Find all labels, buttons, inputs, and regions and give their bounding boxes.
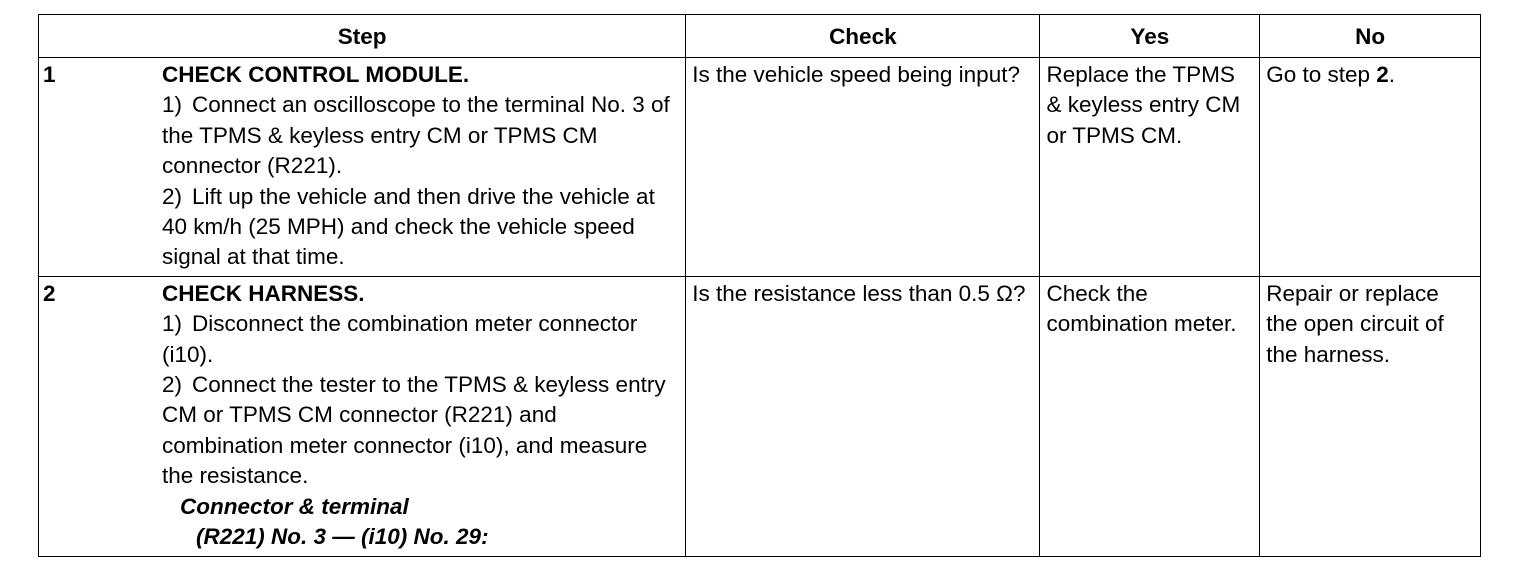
- step-instruction: [162, 309, 679, 370]
- header-step: Step: [39, 15, 686, 58]
- step-title: CHECK CONTROL MODULE.: [162, 62, 470, 87]
- yes-cell: [1040, 276, 1260, 556]
- no-cell: [1260, 276, 1481, 556]
- no-text: Repair or replace the open circuit of the harness.: [1266, 280, 1444, 367]
- diagnostic-table: [38, 14, 1481, 557]
- spec-label: Connector & terminal: [180, 493, 409, 519]
- header-yes: Yes: [1040, 15, 1260, 58]
- header-check: Check: [686, 15, 1040, 58]
- check-cell: [686, 276, 1040, 556]
- step-cell: [39, 58, 686, 277]
- table-row: [39, 58, 1481, 277]
- instruction-number: 1): [162, 311, 183, 337]
- no-text: [1260, 58, 1480, 93]
- yes-text: Replace the TPMS & keyless entry CM or TPMS CM.: [1046, 62, 1241, 148]
- step-number: 1: [43, 62, 56, 87]
- instruction-text: Connect the tester to the TPMS & keyless entry CM or TPMS CM connector (R221) and combination meter connector (i10), and measure the resistance.: [162, 372, 666, 489]
- instruction-text: Disconnect the combination meter connector (i10).: [162, 311, 638, 367]
- yes-text: Check the combination meter.: [1046, 280, 1237, 337]
- no-cell: [1260, 58, 1481, 277]
- instruction-number: 1): [162, 92, 183, 118]
- table-row: [39, 276, 1481, 556]
- no-text-prefix: Go to step: [1266, 62, 1377, 87]
- check-text: Is the vehicle speed being input?: [692, 62, 1020, 87]
- step-body: [162, 277, 685, 556]
- step-instruction: [162, 90, 679, 181]
- check-text: Is the resistance less than 0.5 Ω?: [692, 280, 1026, 306]
- step-number: 2: [43, 280, 56, 306]
- header-row: [39, 15, 1481, 58]
- step-body: [162, 58, 685, 276]
- instruction-text: Connect an oscilloscope to the terminal No. 3 of the TPMS & keyless entry CM or TPMS CM connector (R221).: [162, 92, 670, 179]
- no-text-suffix: .: [1388, 62, 1396, 87]
- spec-value: (R221) No. 3 — (i10) No. 29:: [196, 524, 489, 550]
- step-instruction: [162, 182, 679, 273]
- check-cell: [686, 58, 1040, 277]
- step-instruction: [162, 370, 679, 492]
- step-title: CHECK HARNESS.: [162, 280, 365, 306]
- no-step-ref: 2: [1376, 62, 1389, 87]
- instruction-number: 2): [162, 372, 183, 398]
- yes-cell: [1040, 58, 1260, 277]
- instruction-number: 2): [162, 183, 183, 209]
- step-cell: [39, 276, 686, 556]
- instruction-text: Lift up the vehicle and then drive the vehicle at 40 km/h (25 MPH) and check the vehicle speed signal at that time.: [162, 183, 655, 270]
- header-no: No: [1260, 15, 1481, 58]
